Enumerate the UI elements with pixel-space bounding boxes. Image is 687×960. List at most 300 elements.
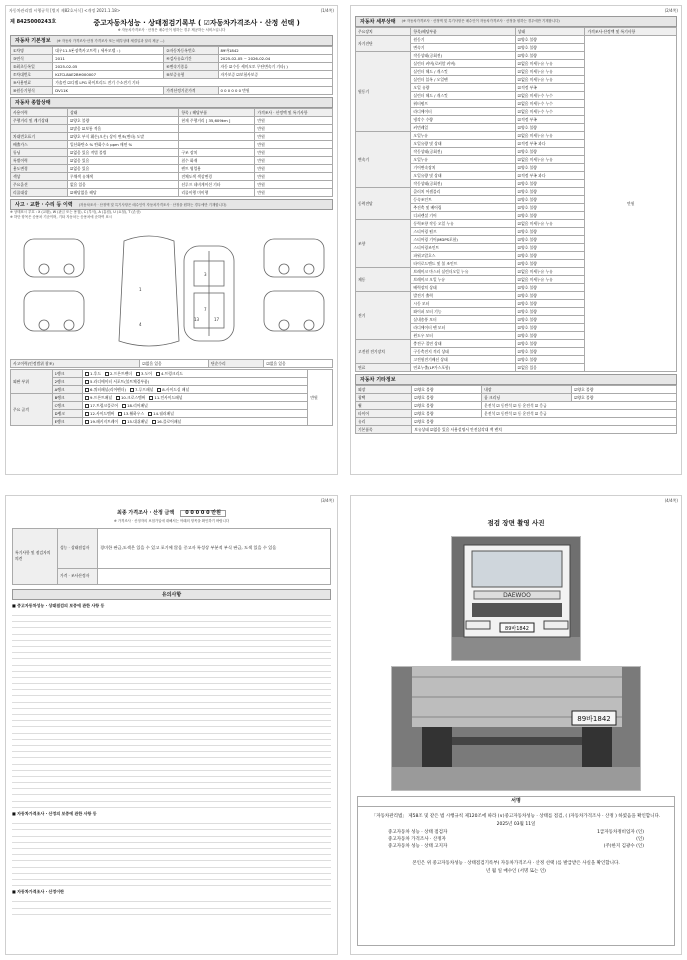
accident-history-label: 사고이력(인정범위 참조) (11, 360, 140, 368)
basic-value: 2025-02-05 (53, 63, 164, 71)
detail-state: ☑양호 불량 (515, 148, 585, 156)
general-label: 차대번호표기 (11, 133, 68, 141)
detail-item: 실린더 헤드 / 개스킷 (411, 92, 515, 100)
detail-item: 브레이크 오일 누유 (411, 276, 515, 284)
detail-state: ☑양호 불량 (515, 124, 585, 132)
sign-text: 「자동차관리법」 제58조 및 같은 법 시행규칙 제120조에 따라 (∨)중고자동차성능 · 상태를 점검, ( )자동차가격조사 · 산정 ) 하였음을 확인합니다. (371, 814, 661, 820)
general-row (11, 189, 333, 197)
basic-info-title: 자동차 기본정보 (15, 38, 51, 45)
detail-item: 원동기 (411, 36, 515, 44)
basic-value: 0 0 0 0 0 0 만원 (218, 87, 333, 95)
other-label2: 룸 크리닝 (482, 394, 572, 402)
detail-item: 추진축 및 베어링 (411, 204, 515, 212)
svg-text:13: 13 (194, 317, 200, 322)
part-checkbox[interactable] (105, 372, 109, 376)
detail-item: 오일유량 및 상태 (411, 172, 515, 180)
general-row (11, 141, 333, 149)
buyer-date: 년 월 일 매수인 (서명 또는 인) (486, 869, 546, 875)
basic-label: ⑥변속기종류 (164, 63, 218, 71)
part-item: 14.필러패널 (153, 410, 174, 416)
notice1-body (12, 610, 331, 808)
detail-item: 작동상태(공회전) (411, 148, 515, 156)
page1-header-left: 자동차관리법 시행규칙 [별지 제82호서식] <개정 2021.1.18> (9, 8, 121, 13)
rank2-parts (83, 378, 308, 386)
detail-group: 조향 (356, 220, 411, 268)
general-state: ☑많음 ☑보통 적음 (67, 125, 178, 133)
other-value: ☑양호 불량 (412, 402, 482, 410)
sign-role: 중고자동차 가격조사 · 산정자 (388, 837, 446, 843)
rankB-parts (83, 394, 308, 402)
general-label: 리콜대상 (11, 189, 68, 197)
other-value: ☑양호 불량 (412, 386, 482, 394)
page-1 (5, 5, 338, 475)
detail-item: 충전구 절연 상태 (411, 340, 515, 348)
detail-group: 변속기 (356, 132, 411, 188)
detail-item: 작동상태(공회전) (411, 180, 515, 188)
detail-state: ☑없음 미세누유 누유 (515, 132, 585, 140)
sign-rows (358, 827, 674, 852)
detail-state: ☑양호 불량 (515, 196, 585, 204)
part-item: 4.트렁크리드 (160, 370, 183, 376)
detail-item: 커먼레일 (411, 124, 515, 132)
basic-value: 89바1842 (218, 47, 333, 55)
rankD-parts (83, 410, 308, 418)
general-detail: 구조 장치 (179, 149, 255, 157)
detail-state: ☑양호 불량 (515, 308, 585, 316)
detail-item: 실린더 커버(로커암 커버) (411, 60, 515, 68)
general-state: ☑양호 불량 (67, 117, 178, 125)
detail-item: 발전기 출력 (411, 292, 515, 300)
general-price: 만원 (255, 133, 333, 141)
rankA-parts (83, 386, 308, 394)
general-state: ☑없음 있음 적법 불법 (67, 149, 178, 157)
outer-panel-label: 외판 부위 (11, 370, 53, 394)
general-label: 색상 (11, 173, 68, 181)
part-checkbox[interactable] (116, 396, 120, 400)
svg-text:DAEWOO: DAEWOO (503, 592, 531, 599)
detail-group: 고전원 전기장치 (356, 340, 411, 364)
sign-name: 1급자동차정비업자 (인) (597, 830, 644, 836)
other-label: 유리 (356, 418, 412, 426)
detail-bar (355, 16, 677, 27)
general-price: 만원 (255, 149, 333, 157)
detail-state: ☑없음 미세누유 누유 (515, 60, 585, 68)
general-price: 만원 (255, 141, 333, 149)
rankC-parts (83, 402, 308, 410)
basic-row (11, 47, 333, 55)
detail-group: 연료 (356, 364, 411, 372)
other-row (356, 386, 677, 394)
accident-title: 사고 · 교환 · 수리 등 이력 (15, 202, 73, 209)
general-row (11, 117, 333, 125)
detail-item: 윈도우 모터 (411, 332, 515, 340)
other-label: 외장 (356, 386, 412, 394)
detail-group: 원동기 (356, 52, 411, 132)
detail-header (356, 28, 677, 36)
general-detail (179, 125, 255, 133)
detail-group: 자기진단 (356, 36, 411, 52)
part-checkbox[interactable] (85, 412, 89, 416)
other-value: ☑양호 불량 (412, 410, 482, 418)
detail-state: ☑양호 불량 (515, 284, 585, 292)
part-item: 5.라디에이터 서포트(볼트체결부품) (90, 378, 150, 384)
accident-note: (자동차조사 · 산정액 및 특기사항은 매수인이 자동차가격조사 · 산정을 원하는 경우에만 기재합니다) (78, 202, 227, 207)
general-label: 특별이력 (11, 157, 68, 165)
basic-info-note: (※ 자동차 가격조사·산정 가격조사 또는 배부상태 체결일과 달리 제공 ...) (56, 38, 165, 43)
general-detail (179, 133, 255, 141)
general-label: 튜닝 (11, 149, 68, 157)
svg-text:17: 17 (214, 317, 220, 322)
notice2-title: ■ 자동차가격조사 · 산정의 보증에 관한 사항 등 (12, 810, 97, 816)
detail-item: 파워고압호스 (411, 252, 515, 260)
detail-state: ☑양호 불량 (515, 340, 585, 348)
other-table (355, 385, 677, 434)
general-row (11, 125, 333, 133)
detail-item: 배력장치 상태 (411, 284, 515, 292)
detail-item: 작동상태(공회전) (411, 52, 515, 60)
detail-col: 주요장치 (356, 28, 411, 36)
basic-label: ①차명 (11, 47, 53, 55)
detail-state: ☑양호 불량 (515, 204, 585, 212)
detail-state: ☑없음 미세누수 누수 (515, 100, 585, 108)
part-checkbox[interactable] (85, 388, 89, 392)
general-label: 주요옵션 (11, 181, 68, 189)
car-diagram (14, 231, 332, 356)
part-checkbox[interactable] (85, 396, 89, 400)
basic-value: 2025-02-05 ~ 2026-02-04 (218, 55, 333, 63)
basic-value: 자가보증 ☑보험사보증 (218, 71, 333, 79)
doc-number: 제 8425000243호 (10, 19, 57, 26)
rankE-parts (83, 418, 308, 426)
other-label2: 운전석 ☑ 동반석 ☑ 동 운전석 ☑ 응급 (482, 402, 677, 410)
basic-label: 가격산정기준가격 (164, 87, 218, 95)
detail-state: ☑없음 미세누수 누수 (515, 108, 585, 116)
detail-state: ☑없음 미세누유 누유 (515, 276, 585, 284)
detail-state: ☑양호 불량 (515, 36, 585, 44)
detail-item: 기어변속장치 (411, 164, 515, 172)
part-checkbox[interactable] (148, 412, 152, 416)
part-checkbox[interactable] (130, 388, 134, 392)
basic-label: ⑤최초등록일 (11, 63, 53, 71)
detail-state: ☑없음 미세누수 누수 (515, 92, 585, 100)
general-state: ☑양호 부식 훼손(오손) 상이 변조(변타) 도말 (67, 133, 178, 141)
detail-item: 변속기 (411, 44, 515, 52)
general-detail: 현재 주행거리 [ 35,609km ] (179, 117, 255, 125)
notice-bar (12, 589, 331, 600)
detail-item: 디퍼렌셜 기어 (411, 212, 515, 220)
frame-label: 주요 골격 (11, 394, 53, 426)
detail-state: ☑양호 불량 (515, 212, 585, 220)
accident-summary (10, 359, 333, 368)
general-price: 만원 (255, 181, 333, 189)
detail-state: ☑적정 부족 (515, 84, 585, 92)
part-checkbox[interactable] (85, 420, 89, 424)
rank1-parts (83, 370, 308, 378)
page-2 (350, 5, 682, 475)
basic-label: ⑩원동기형식 (11, 87, 53, 95)
price-note: ※ 가격조사 · 산정자의 보험가입에 대해서는 아래의 항목을 확인하기 바랍니다 (113, 519, 230, 524)
basic-row (11, 87, 333, 95)
notice-title: 유의사항 (161, 591, 182, 598)
detail-state: ☑양호 불량 (515, 188, 585, 196)
general-detail: 렌트 영업용 (179, 165, 255, 173)
general-detail: 리콜이행 미이행 (179, 189, 255, 197)
general-row (11, 173, 333, 181)
detail-state: ☑없음 미세누유 누유 (515, 156, 585, 164)
basic-value: 가솔린 ☑디젤 LPG 하이브리드 전기 수소전기 기타 (53, 79, 333, 87)
part-item: 15.대쉬패널 (127, 418, 148, 424)
inspector-label: 성능 · 상태점검자 (58, 528, 98, 568)
detail-state: ☑없음 있음 (515, 364, 585, 372)
general-row (11, 149, 333, 157)
general-header (11, 109, 333, 117)
detail-item: 스티어링조인트 (411, 244, 515, 252)
general-detail (179, 141, 255, 149)
detail-item: 브레이크 마스터 실린더오일 누유 (411, 268, 515, 276)
other-label: 광택 (356, 394, 412, 402)
simple-repair-value: ☑없음 있음 (264, 360, 333, 368)
other-row (356, 426, 677, 434)
page1-title: 중고자동차성능 · 상태점검기록부 ( ☑자동차가격조사 · 산정 선택 ) (93, 19, 300, 27)
detail-col: 상태 (515, 28, 585, 36)
detail-row (356, 36, 677, 44)
part-checkbox[interactable] (85, 380, 89, 384)
general-row (11, 181, 333, 189)
part-item: 6.쿼터패널(리어펜더) (90, 386, 126, 392)
sign-role: 중고자동차 성능 · 상태 점검자 (388, 830, 448, 836)
general-detail: 선루프 네비게이션 기타 (179, 181, 255, 189)
detail-group: 전기 (356, 292, 411, 340)
part-item: 13.휠하우스 (123, 410, 145, 416)
basic-row (11, 71, 333, 79)
part-checkbox[interactable] (85, 372, 89, 376)
final-price-value: 0 0 0 0 0 만원 (180, 510, 226, 517)
svg-text:4: 4 (139, 322, 142, 327)
detail-item: 등속조인트 (411, 196, 515, 204)
general-detail: 침수 화재 (179, 157, 255, 165)
truck-front-photo (451, 536, 581, 661)
other-value2: ☑양호 불량 (572, 394, 677, 402)
detail-state: ☑양호 불량 (515, 300, 585, 308)
part-checkbox[interactable] (156, 372, 160, 376)
other-label2: 내장 (482, 386, 572, 394)
basic-row (11, 79, 333, 87)
accident-bar (10, 199, 333, 210)
detail-state: ☑양호 불량 (515, 260, 585, 268)
part-item: 1.후드 (90, 370, 102, 376)
detail-state: ☑양호 불량 (515, 356, 585, 364)
detail-item: 시동 모터 (411, 300, 515, 308)
legend: ※ 상태표시 부호 : X (교환), W (판금 또는 용접), C (부식), A (흠집), U (요철), T (손상) (10, 210, 141, 215)
detail-state: ☑적정 부족 과다 (515, 172, 585, 180)
other-value: 보유상태 ☑없음 있음 사용설명서 안전삼각대 잭 렌치 (412, 426, 677, 434)
notice3-body (12, 896, 331, 915)
accident-history-value: ☑없음 있음 (140, 360, 209, 368)
other-row (356, 410, 677, 418)
part-item: 11.인사이드패널 (154, 394, 183, 400)
page4-header-right: (4/4쪽) (664, 498, 678, 503)
plate-rear: 89바1842 (577, 715, 611, 723)
detail-state: ☑적정 부족 과다 (515, 140, 585, 148)
part-item: 12.사이드멤버 (90, 410, 115, 416)
general-label: 용도변경 (11, 165, 68, 173)
general-row (11, 165, 333, 173)
inspector-opinion: 경미한 판금,도색은 있을 수 있고 포기에 않음 중고자 특성상 부분적 부식 판금, 도색 있을 수 있음 (98, 528, 331, 568)
page1-notice: ※ 자동차가격조사 · 산정은 매수인이 원하는 경우 제공하는 서비스입니다 (117, 28, 226, 32)
basic-info-bar (10, 35, 333, 46)
detail-state: ☑없음 미세누유 누유 (515, 220, 585, 228)
sign-name: (주)한지 김광수 (인) (603, 844, 644, 850)
part-item: 19.패키지트레이 (90, 418, 119, 424)
sign-row (388, 836, 644, 843)
part-item: 16.플로어패널 (156, 418, 182, 424)
detail-item: 스티어링 펌프 (411, 228, 515, 236)
general-state: 일산화탄소 % 탄화수소 ppm 매연 % (67, 141, 178, 149)
general-row (11, 157, 333, 165)
detail-item: 실내송풍 모터 (411, 316, 515, 324)
notice2-body (12, 818, 331, 886)
detail-title: 자동차 세부상태 (360, 19, 396, 25)
other-label: 타이어 (356, 410, 412, 418)
part-checkbox[interactable] (136, 372, 140, 376)
part-item: 8.사이드실 패널 (162, 386, 190, 392)
detail-item: 실린더 블록 / 오일팬 (411, 76, 515, 84)
svg-text:7: 7 (204, 307, 207, 312)
general-state: 없음 있음 (67, 181, 178, 189)
part-item: 10.크로스멤버 (121, 394, 146, 400)
detail-item: 오일누유 (411, 156, 515, 164)
detail-state: ☑없음 미세누유 누유 (515, 68, 585, 76)
detail-item: 동력조향 작동 오일 누유 (411, 220, 515, 228)
part-item: 18.리어패널 (127, 402, 148, 408)
detail-item: 오일유량 및 상태 (411, 140, 515, 148)
basic-label: ⑦차대번호 (11, 71, 53, 79)
detail-item: 타이로드엔드 및 볼 조인트 (411, 260, 515, 268)
detail-state: ☑양호 불량 (515, 252, 585, 260)
page-3 (5, 495, 338, 955)
part-checkbox[interactable] (122, 420, 126, 424)
other-row (356, 394, 677, 402)
other-row (356, 418, 677, 426)
detail-state: ☑적정 부족 (515, 116, 585, 124)
other-label: 휠 (356, 402, 412, 410)
detail-state: ☑없음 미세누유 누유 (515, 268, 585, 276)
detail-col: 가격조사·산정액 및 특기사항 (585, 28, 677, 36)
final-price-label: 최종 가격조사 · 산정 금액 (117, 510, 175, 516)
part-checkbox[interactable] (118, 412, 122, 416)
general-price: 만원 (255, 117, 333, 125)
part-item: 9.프론트패널 (90, 394, 113, 400)
part-checkbox[interactable] (122, 404, 126, 408)
page2-header-right: (2/4쪽) (664, 8, 678, 13)
other-row (356, 402, 677, 410)
svg-text:3: 3 (204, 272, 207, 277)
detail-state: ☑양호 불량 (515, 292, 585, 300)
detail-item: 스티어링 기어(MDPS포함) (411, 236, 515, 244)
general-table (10, 108, 333, 197)
general-price: 만원 (255, 157, 333, 165)
part-item: 2.프론트펜더 (110, 370, 132, 376)
basic-info-table (10, 46, 333, 95)
general-col: 가격조사 · 산정액 및 특기사항 (255, 109, 333, 117)
general-state: ☑없음 있음 (67, 165, 178, 173)
sign-row (388, 843, 644, 850)
part-checkbox[interactable] (149, 396, 153, 400)
detail-item: 오일누유 (411, 132, 515, 140)
notice1-title: ■ 중고자동차성능 · 상태점검의 보증에 관한 사항 등 (12, 602, 105, 608)
truck-rear-photo (391, 666, 641, 791)
legend2: ※ 하단 항목은 승용차 기준이며, 기타 자동차는 승용차에 준하여 표시 (10, 214, 113, 219)
part-checkbox[interactable] (152, 420, 156, 424)
other-title: 자동차 기타정보 (360, 377, 396, 383)
general-detail: 전체도색 색상변경 (179, 173, 255, 181)
detail-group: 동력전달 (356, 188, 411, 220)
general-label: 주행거리 및 계기상태 (11, 117, 68, 125)
parts-price: 만원 (308, 370, 333, 426)
notice3-title: ■ 자동차가격조사 · 산정이란 (12, 889, 64, 895)
detail-price: 만원 (585, 36, 677, 372)
detail-state: ☑양호 불량 (515, 44, 585, 52)
svg-text:1: 1 (139, 287, 142, 292)
general-bar (10, 97, 333, 108)
sign-date: 2025년 03월 11일 (496, 822, 536, 828)
detail-state: ☑양호 불량 (515, 236, 585, 244)
basic-row (11, 63, 333, 71)
general-state: 무채색 유채색 (67, 173, 178, 181)
other-value: ☑양호 불량 (412, 394, 482, 402)
detail-col: 항목/해당부품 (411, 28, 515, 36)
detail-item: 실린더 헤드 / 개스킷 (411, 68, 515, 76)
general-label (11, 125, 68, 133)
general-state: ☑해당없음 해당 (67, 189, 178, 197)
detail-state: ☑양호 불량 (515, 164, 585, 172)
part-item: 17.트렁크플로어 (90, 402, 119, 408)
detail-group: 제동 (356, 268, 411, 292)
part-checkbox[interactable] (85, 404, 89, 408)
general-label: 배출가스 (11, 141, 68, 149)
detail-state: ☑없음 미세누유 누유 (515, 76, 585, 84)
buyer-confirm: 본인은 위 중고자동차성능 · 상태점검기록부( 자동차가격조사 · 산정 선택 )를 발급받은 사실을 확인합니다. (412, 861, 620, 867)
detail-state: ☑양호 불량 (515, 348, 585, 356)
page-4 (350, 495, 682, 955)
detail-item: 라디에이터 (411, 108, 515, 116)
detail-item: 오일 유량 (411, 84, 515, 92)
detail-state: ☑양호 불량 (515, 324, 585, 332)
detail-state: ☑양호 불량 (515, 228, 585, 236)
photo-title: 점검 장면 촬영 사진 (487, 519, 545, 527)
detail-item: 연료누출(LP가스포함) (411, 364, 515, 372)
appraiser-label: 가격 · 조사산정자 (58, 568, 98, 584)
detail-item: 와이퍼 모터 기능 (411, 308, 515, 316)
part-checkbox[interactable] (157, 388, 161, 392)
general-price: 만원 (255, 189, 333, 197)
detail-state: ☑양호 불량 (515, 332, 585, 340)
detail-state: ☑양호 불량 (515, 180, 585, 188)
other-value: ☑양호 불량 (412, 418, 677, 426)
general-row (11, 133, 333, 141)
general-price: 만원 (255, 173, 333, 181)
general-state: ☑없음 있음 (67, 157, 178, 165)
detail-note: (※ 자동차가격조사 · 산정액 및 특기사항은 매수인이 자동차가격조사 · 산정을 원하는 경우에만 기재합니다) (401, 19, 560, 24)
basic-row (11, 55, 333, 63)
opinion-table (12, 528, 331, 585)
basic-label: ③연식 (11, 55, 53, 63)
general-col: 상태 (67, 109, 178, 117)
basic-label: ⑨사용연료 (11, 79, 53, 87)
detail-table (355, 27, 677, 372)
sign-title: 서명 (358, 797, 674, 807)
sign-name: (인) (636, 837, 644, 843)
